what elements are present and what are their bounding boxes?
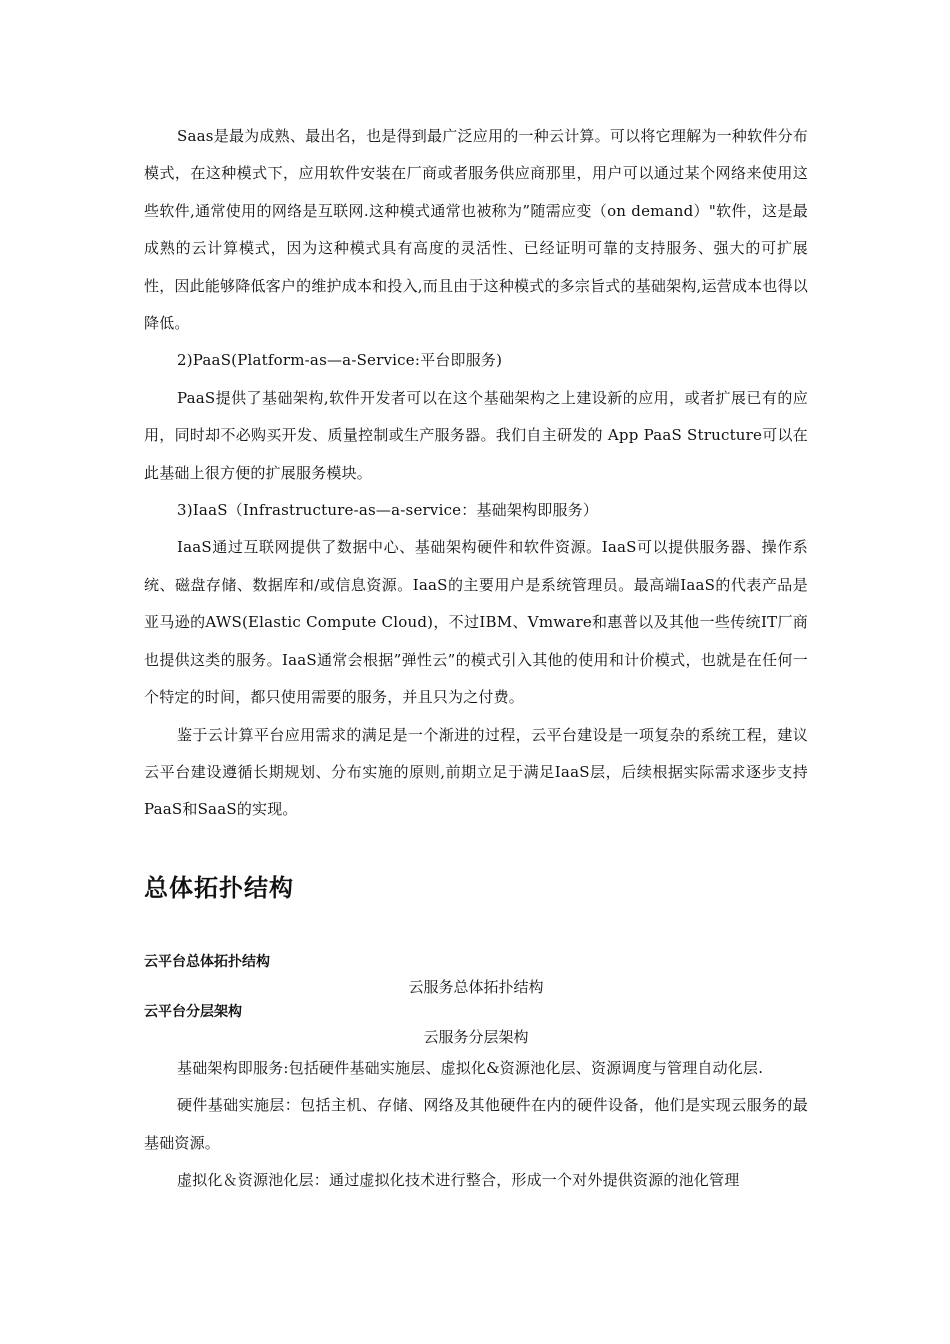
document-page xyxy=(144,118,808,1199)
figure-caption-topology: 云服务总体拓扑结构 xyxy=(408,977,544,996)
paragraph-paas: PaaS提供了基础架构,软件开发者可以在这个基础架构之上建设新的应用，或者扩展已有的应用，同时却不必购买开发、质量控制或生产服务器。我们自主研发的 App PaaS Structure可以在此基础上很方便的扩展服务模块。 xyxy=(144,388,808,482)
paragraph-saas: Saas是最为成熟、最出名，也是得到最广泛应用的一种云计算。可以将它理解为一种软件分布模式，在这种模式下，应用软件安装在厂商或者服务供应商那里，用户可以通过某个网络来使用这些软件,通常使用的网络是互联网.这种模式通常也被称为”随需应变（on demand）"软件，这是最成熟的云计算模式，因为这种模式具有高度的灵活性、已经证明可靠的支持服务、强大的可扩展性，因此能够降低客户的维护成本和投入,而且由于这种模式的多宗旨式的基础架构,运营成本也得以降低。 xyxy=(144,127,808,333)
paragraph-iaas: IaaS通过互联网提供了数据中心、基础架构硬件和软件资源。IaaS可以提供服务器、操作系统、磁盘存储、数据库和/或信息资源。IaaS的主要用户是系统管理员。最高端IaaS的代表产品是亚马逊的AWS(Elastic Compute Cloud)，不过IBM、Vmware和惠普以及其他一些传统IT厂商也提供这类的服务。IaaS通常会根据”弹性云”的模式引入其他的使用和计价模式，也就是在任何一个特定的时间，都只使用需要的服务，并且只为之付费。 xyxy=(144,538,808,707)
paragraph-conclusion: 鉴于云计算平台应用需求的满足是一个渐进的过程，云平台建设是一项复杂的系统工程，建议云平台建设遵循长期规划、分布实施的原则,前期立足于满足IaaS层，后续根据实际需求逐步支持PaaS和SaaS的实现。 xyxy=(144,725,808,819)
paragraph-iaas-layers: 基础架构即服务:包括硬件基础实施层、虚拟化&资源池化层、资源调度与管理自动化层. xyxy=(177,1058,764,1077)
paragraph-paas-title: 2)PaaS(Platform-as—a-Service:平台即服务) xyxy=(177,351,503,370)
subsection-title-topology: 云平台总体拓扑结构 xyxy=(144,953,270,970)
paragraph-hardware-layer: 硬件基础实施层：包括主机、存储、网络及其他硬件在内的硬件设备，他们是实现云服务的最基础资源。 xyxy=(144,1096,808,1152)
paragraph-virtualization-layer: 虚拟化＆资源池化层：通过虚拟化技术进行整合，形成一个对外提供资源的池化管理 xyxy=(177,1170,740,1189)
subsection-title-layers: 云平台分层架构 xyxy=(144,1003,242,1020)
paragraph-iaas-title: 3)IaaS（Infrastructure-as—a-service：基础架构即服务） xyxy=(177,501,599,520)
figure-caption-layers: 云服务分层架构 xyxy=(423,1027,529,1046)
section-heading: 总体拓扑结构 xyxy=(144,873,294,902)
